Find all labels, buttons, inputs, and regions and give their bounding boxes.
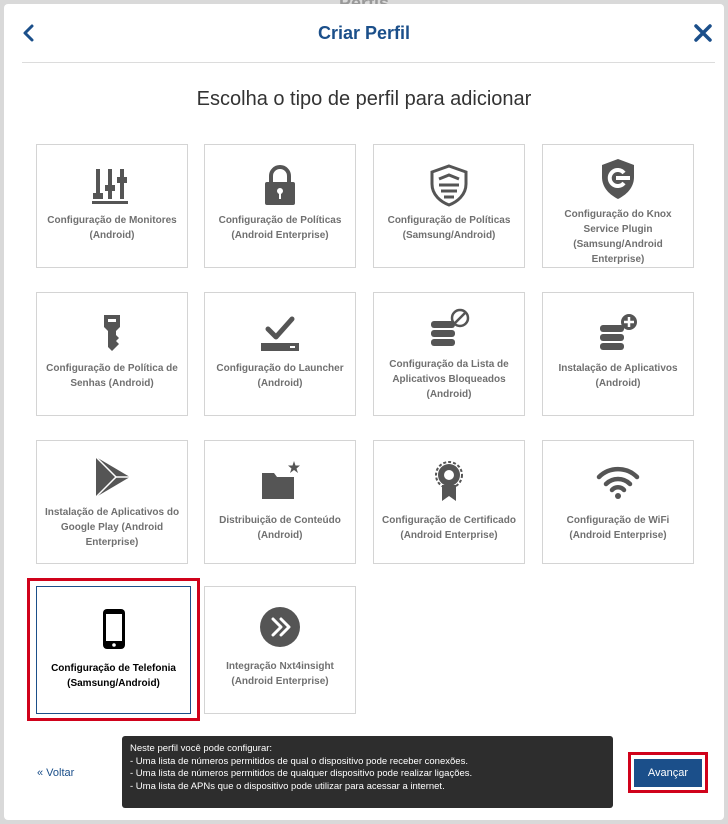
launcher-check-icon	[258, 311, 302, 355]
card-label-line: Enterprise)	[85, 537, 139, 548]
key-icon	[90, 311, 134, 355]
card-label-line: Configuração de Telefonia	[51, 663, 176, 674]
create-profile-modal	[4, 4, 724, 820]
card-policies-android-enterprise[interactable]	[204, 144, 356, 268]
card-label-line: Instalação de Aplicativos	[558, 363, 678, 374]
card-label-line: Configuração de Políticas	[387, 215, 511, 226]
card-knox-service-plugin[interactable]	[542, 144, 694, 268]
double-chevron-icon	[258, 605, 302, 649]
header-divider	[22, 62, 715, 63]
card-label-line: Configuração da Lista de	[389, 359, 509, 370]
samsung-shield-icon	[427, 163, 471, 207]
card-label-line: Configuração de Política de	[46, 363, 178, 374]
close-icon[interactable]	[692, 22, 714, 44]
card-label-line: (Samsung/Android	[573, 239, 663, 250]
card-label-line: Enterprise)	[591, 254, 645, 265]
card-label-line: Configuração de Monitores	[47, 215, 177, 226]
card-label-line: Integração Nxt4insight	[226, 661, 334, 672]
card-app-installation[interactable]	[542, 292, 694, 416]
certificate-icon	[427, 459, 471, 503]
knox-shield-icon	[596, 157, 640, 201]
card-label-line: Aplicativos Bloqueados	[392, 374, 506, 385]
card-label-line: Senhas (Android)	[70, 378, 154, 389]
card-label-line: Configuração do Knox	[564, 209, 672, 220]
tooltip-title: Neste perfil você pode configurar:	[130, 743, 273, 754]
card-label-line: (Android)	[89, 230, 135, 241]
phone-icon	[92, 607, 136, 651]
card-telephony-samsung[interactable]	[36, 586, 191, 714]
modal-header	[4, 4, 724, 62]
folder-star-icon	[258, 459, 302, 503]
card-monitors-android[interactable]	[36, 144, 188, 268]
next-button[interactable]: Avançar	[634, 759, 702, 787]
card-label-line: (Android Enterprise)	[231, 230, 329, 241]
monitors-sliders-icon	[90, 163, 134, 207]
profile-info-tooltip	[122, 736, 613, 808]
card-label-line: Google Play (Android	[60, 522, 164, 533]
card-label-line: (Android Enterprise)	[400, 530, 498, 541]
card-label-line: (Android)	[426, 389, 472, 400]
card-launcher[interactable]	[204, 292, 356, 416]
card-wifi[interactable]	[542, 440, 694, 564]
card-password-policy[interactable]	[36, 292, 188, 416]
card-label-line: (Android)	[257, 530, 303, 541]
card-policies-samsung[interactable]	[373, 144, 525, 268]
card-label-line: Configuração de WiFi	[566, 515, 670, 526]
card-content-distribution[interactable]	[204, 440, 356, 564]
profile-type-heading: Escolha o tipo de perfil para adicionar	[196, 88, 532, 110]
card-label-line: Configuração de Certificado	[382, 515, 516, 526]
card-label-line: (Android Enterprise)	[569, 530, 667, 541]
lock-icon	[258, 163, 302, 207]
card-label-line: (Android)	[595, 378, 641, 389]
server-blocked-icon	[427, 307, 471, 351]
card-google-play-apps[interactable]	[36, 440, 188, 564]
wifi-icon	[596, 459, 640, 503]
back-link[interactable]: « Voltar	[37, 767, 75, 779]
card-label-line: (Samsung/Android)	[67, 678, 160, 689]
modal-title: Criar Perfil	[317, 23, 411, 43]
card-label-line: (Samsung/Android)	[402, 230, 496, 241]
card-label-line: Distribuição de Conteúdo	[219, 515, 341, 526]
play-store-icon	[90, 455, 134, 499]
card-blocked-apps-list[interactable]	[373, 292, 525, 416]
card-label-line: (Android)	[257, 378, 303, 389]
tooltip-item: - Uma lista de números permitidos de qual o dispositivo pode receber conexões.	[130, 755, 468, 767]
card-label-line: (Android Enterprise)	[231, 676, 329, 687]
card-label-line: Configuração de Políticas	[218, 215, 342, 226]
card-label-line: Instalação de Aplicativos do	[44, 507, 180, 518]
server-add-icon	[596, 311, 640, 355]
card-nxt4insight[interactable]	[204, 586, 356, 714]
card-label-line: Service Plugin	[583, 224, 653, 235]
tooltip-item: - Uma lista de APNs que o dispositivo pode utilizar para acessar a internet.	[130, 780, 445, 792]
card-certificate[interactable]	[373, 440, 525, 564]
card-label-line: Configuração do Launcher	[216, 363, 344, 374]
tooltip-item: - Uma lista de números permitidos de qualquer dispositivo pode realizar ligações.	[130, 768, 473, 779]
